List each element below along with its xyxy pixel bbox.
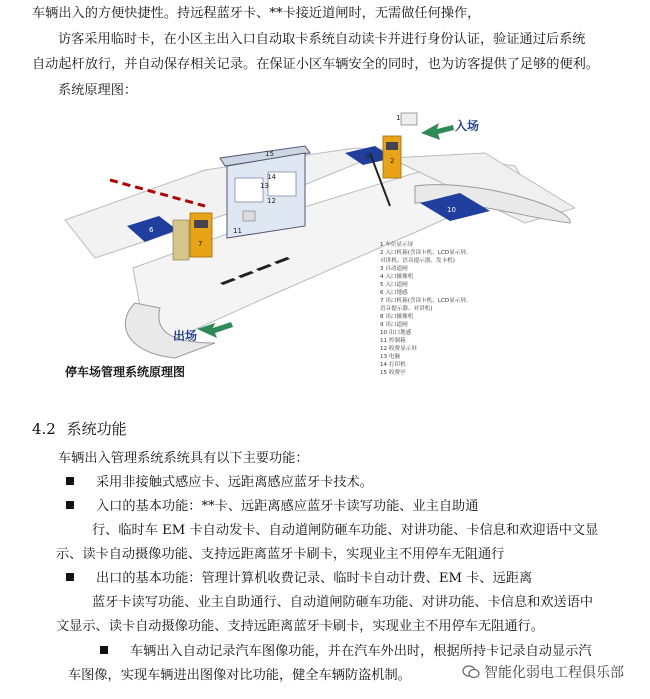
legend-item: 9 出口道闸 (380, 322, 408, 328)
bullet-marker (66, 477, 74, 485)
legend-item: 15 收费亭 (380, 370, 406, 376)
legend-item: 7 出口机箱(含读卡机、LCD显示屏、 (380, 298, 472, 304)
diagram-legend (380, 240, 472, 376)
watermark (458, 660, 628, 684)
bullet-3-text: 出口的基本功能：管理计算机收费记录、临时卡自动计费、EM 卡、远距离 (96, 571, 533, 586)
paragraph-2-line-2: 自动起杆放行，并自动保存相关记录。在保证小区车辆安全的同时，也为访客提供了足够的便利。 (32, 57, 600, 72)
bullet-3-cont-1: 蓝牙卡读写功能、业主自助通行、自动道闸防砸车功能、对讲功能、卡信息和欢送语中 (92, 595, 594, 610)
component-number: 11 (233, 227, 242, 235)
watermark-text: 智能化弱电工程俱乐部 (484, 665, 624, 681)
diagram-caption-lead: 系统原理图： (58, 83, 138, 98)
toll-booth (220, 146, 310, 238)
section-title: 系统功能 (66, 420, 127, 438)
component-number: 15 (265, 150, 274, 158)
legend-item: 对讲机、语音提示器、发卡机) (380, 258, 455, 264)
bullet-1-text: 采用非接触式感应卡、远距离感应蓝牙卡技术。 (96, 475, 373, 490)
component-number: 7 (198, 240, 203, 248)
bullet-marker (100, 646, 108, 654)
component-number: 12 (267, 197, 276, 205)
bullet-3-cont-2: 文显示、读卡自动摄像功能、支持远距离蓝牙卡刷卡，实现业主不用停车无阻通行。 (56, 619, 544, 634)
component-number: 3 (365, 153, 370, 161)
legend-item: 5 入口道闸 (380, 282, 408, 288)
wechat-icon (462, 665, 480, 679)
entry-label: 入场 (455, 119, 480, 133)
bullet-2-cont-1: 行、临时车 EM 卡自动发卡、自动道闸防砸车功能、对讲功能、卡信息和欢迎语中文显 (92, 523, 599, 538)
bullet-2 (66, 498, 478, 516)
bullet-1 (66, 474, 373, 492)
legend-item: 4 入口摄像机 (380, 274, 414, 280)
section-number: 4.2 (32, 420, 56, 438)
component-number: 1 (396, 114, 401, 122)
paragraph-2-line-1: 访客采用临时卡，在小区主出入口自动取卡系统自动读卡并进行身份认证，验证通过后系统 (58, 32, 586, 47)
diagram-title: 停车场管理系统原理图 (65, 365, 186, 379)
paragraph-1: 车辆出入的方便快捷性。持远程蓝牙卡、**卡接近道闸时，无需做任何操作， (32, 6, 481, 21)
functions-intro: 车辆出入管理系统系统具有以下主要功能： (58, 451, 309, 466)
entry-arrow (421, 123, 454, 140)
bullet-4-cont-1: 车图像，实现车辆进出图像对比功能，健全车辆防盗机制。 (68, 668, 411, 683)
legend-item: 13 电脑 (380, 354, 401, 360)
exit-machine (173, 213, 212, 260)
bullet-2-text: 入口的基本功能：**卡、远距离感应蓝牙卡读写功能、业主自助通 (96, 499, 479, 514)
bullet-marker (66, 501, 74, 509)
component-number: 13 (260, 182, 269, 190)
legend-item: 2 入口机箱(含读卡机、LCD显示屏、 (380, 250, 472, 256)
bullet-4 (100, 643, 592, 661)
legend-item: 语音提示器、对讲机) (380, 306, 433, 312)
component-number: 6 (149, 226, 154, 234)
component-number: 14 (267, 173, 276, 181)
bullet-marker (66, 573, 74, 581)
section-heading (32, 418, 127, 439)
bullet-4-text: 车辆出入自动记录汽车图像功能，并在汽车外出时，根据所持卡记录自动显示汽 (130, 644, 592, 659)
legend-item: 8 出口摄像机 (380, 314, 414, 320)
exit-label: 出场 (173, 329, 198, 343)
legend-item: 3 自动道闸 (380, 266, 408, 272)
legend-item: 11 控制箱 (380, 338, 406, 344)
component-number: 10 (447, 206, 456, 214)
legend-item: 10 出口地感 (380, 330, 412, 336)
legend-item: 1 车位显示屏 (380, 242, 414, 248)
bullet-2-cont-2: 示、读卡自动摄像功能、支持远距离蓝牙卡刷卡，实现业主不用停车无阻通行 (56, 547, 505, 562)
legend-item: 6 入口地感 (380, 290, 408, 296)
parking-system-diagram (55, 108, 575, 393)
component-number: 2 (390, 157, 395, 165)
bullet-3 (66, 570, 532, 588)
legend-item: 12 收费显示屏 (380, 346, 417, 352)
legend-item: 14 打印机 (380, 362, 406, 368)
road-surface (65, 148, 575, 358)
